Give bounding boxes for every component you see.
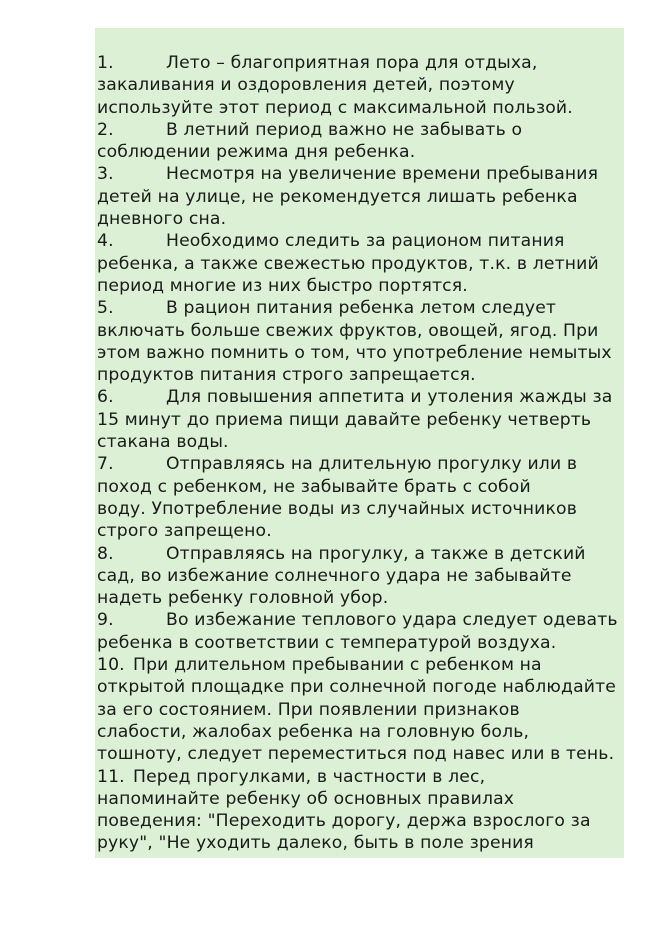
list-item	[97, 163, 627, 230]
list-item-line	[97, 275, 627, 297]
list-item-line	[97, 565, 627, 587]
list-item-text: дневного сна.	[97, 209, 227, 230]
list-item	[97, 119, 627, 164]
list-item-text: используйте этот период с максимальной пользой.	[97, 97, 573, 118]
list-item-text: ребенка, а также свежестью продуктов, т.к. в летний	[97, 253, 599, 274]
list-item-number: 4.	[97, 231, 114, 252]
list-item-text: Во избежание теплового удара следует одевать	[166, 610, 618, 631]
list-item-line	[97, 186, 627, 208]
list-item-number: 11.	[97, 766, 125, 787]
list-item	[97, 297, 627, 386]
list-item-line	[97, 52, 627, 74]
list-item-text: Лето – благоприятная пора для отдыха,	[166, 53, 538, 73]
list-item-text: соблюдении режима дня ребенка.	[97, 142, 416, 163]
list-item-text: воду. Употребление воды из случайных источников	[97, 498, 577, 519]
list-item-line	[97, 386, 627, 408]
list-item-text: Отправляясь на длительную прогулку или в	[166, 454, 578, 475]
list-item-line	[97, 810, 627, 832]
list-item	[97, 654, 627, 765]
list-item-line	[97, 364, 627, 386]
list-item	[97, 453, 627, 542]
list-item-number: 6.	[97, 387, 114, 408]
list-item-text: поход с ребенком, не забывайте брать с собой	[97, 476, 531, 497]
list-item-line	[97, 119, 627, 141]
list-item-text: стакана воды.	[97, 432, 229, 453]
list-item-line	[97, 498, 627, 520]
list-item-line	[97, 342, 627, 364]
list-item-line	[97, 476, 627, 498]
list-item-line	[97, 74, 627, 96]
list-item-text: включать больше свежих фруктов, овощей, ягод. При	[97, 320, 599, 341]
list-item-line	[97, 632, 627, 654]
list-item-line	[97, 699, 627, 721]
list-item	[97, 386, 627, 453]
list-item-line	[97, 163, 627, 185]
list-item-number: 5.	[97, 298, 114, 319]
list-item-line	[97, 766, 627, 788]
list-item-number: 7.	[97, 454, 114, 475]
list-item-number: 3.	[97, 164, 114, 185]
list-item-text: закаливания и оздоровления детей, поэтому	[97, 75, 515, 96]
list-item-line	[97, 409, 627, 431]
list-item-line	[97, 609, 627, 631]
list-item-text: сад, во избежание солнечного удара не забывайте	[97, 565, 572, 586]
list-item-line	[97, 543, 627, 565]
list-item-line	[97, 721, 627, 743]
list-item-text: Несмотря на увеличение времени пребывания	[166, 164, 599, 185]
list-item-text: открытой площадке при солнечной погоде наблюдайте	[97, 677, 616, 698]
list-item	[97, 543, 627, 610]
numbered-list	[97, 52, 627, 855]
list-item-text: В рацион питания ребенка летом следует	[166, 298, 557, 319]
list-item-number: 2.	[97, 119, 114, 140]
list-item-line	[97, 431, 627, 453]
list-item-line	[97, 230, 627, 252]
list-item-text: за его состоянием. При появлении признаков	[97, 699, 520, 720]
list-item-text: Необходимо следить за рационом питания	[166, 231, 565, 252]
list-item-line	[97, 297, 627, 319]
list-item-number: 9.	[97, 610, 114, 631]
list-item-text: ребенка в соответствии с температурой воздуха.	[97, 632, 557, 653]
list-item-text: надеть ребенку головной убор.	[97, 588, 389, 609]
list-item	[97, 230, 627, 297]
list-item-text: тошноту, следует переместиться под навес или в тень.	[97, 744, 615, 765]
list-item-line	[97, 208, 627, 230]
list-item	[97, 52, 627, 119]
list-item-line	[97, 320, 627, 342]
list-item-text: Для повышения аппетита и утоления жажды за	[166, 387, 613, 408]
list-item-text: детей на улице, не рекомендуется лишать ребенка	[97, 186, 578, 207]
list-item-line	[97, 587, 627, 609]
list-item-line	[97, 141, 627, 163]
list-item-line	[97, 654, 627, 676]
list-item-text: напоминайте ребенку об основных правилах	[97, 788, 515, 809]
list-item-line	[97, 743, 627, 765]
list-item-line	[97, 97, 627, 119]
list-item-text: руку", "Не уходить далеко, быть в поле зрения	[97, 833, 534, 854]
list-item	[97, 766, 627, 855]
list-item-number: 10.	[97, 655, 125, 676]
list-item-text: В летний период важно не забывать о	[166, 119, 523, 140]
list-item-text: Отправляясь на прогулку, а также в детский	[166, 543, 586, 564]
list-item-text: период многие из них быстро портятся.	[97, 275, 468, 296]
list-item-text: продуктов питания строго запрещается.	[97, 365, 476, 386]
list-item-line	[97, 788, 627, 810]
list-item-text: При длительном пребывании с ребенком на	[133, 655, 542, 676]
list-item-text: 15 минут до приема пищи давайте ребенку четверть	[97, 409, 592, 430]
list-item-line	[97, 832, 627, 854]
list-item-text: строго запрещено.	[97, 521, 272, 542]
list-item-text: слабости, жалобах ребенка на головную боль,	[97, 721, 530, 742]
list-item	[97, 609, 627, 654]
list-item-line	[97, 253, 627, 275]
list-item-text: этом важно помнить о том, что употребление немытых	[97, 342, 612, 363]
list-item-number: 1.	[97, 53, 114, 73]
list-item-text: Перед прогулками, в частности в лес,	[133, 766, 486, 787]
list-item-number: 8.	[97, 543, 114, 564]
list-item-line	[97, 676, 627, 698]
list-item-line	[97, 453, 627, 475]
list-item-line	[97, 520, 627, 542]
list-item-text: поведения: "Переходить дорогу, держа взрослого за	[97, 811, 591, 832]
